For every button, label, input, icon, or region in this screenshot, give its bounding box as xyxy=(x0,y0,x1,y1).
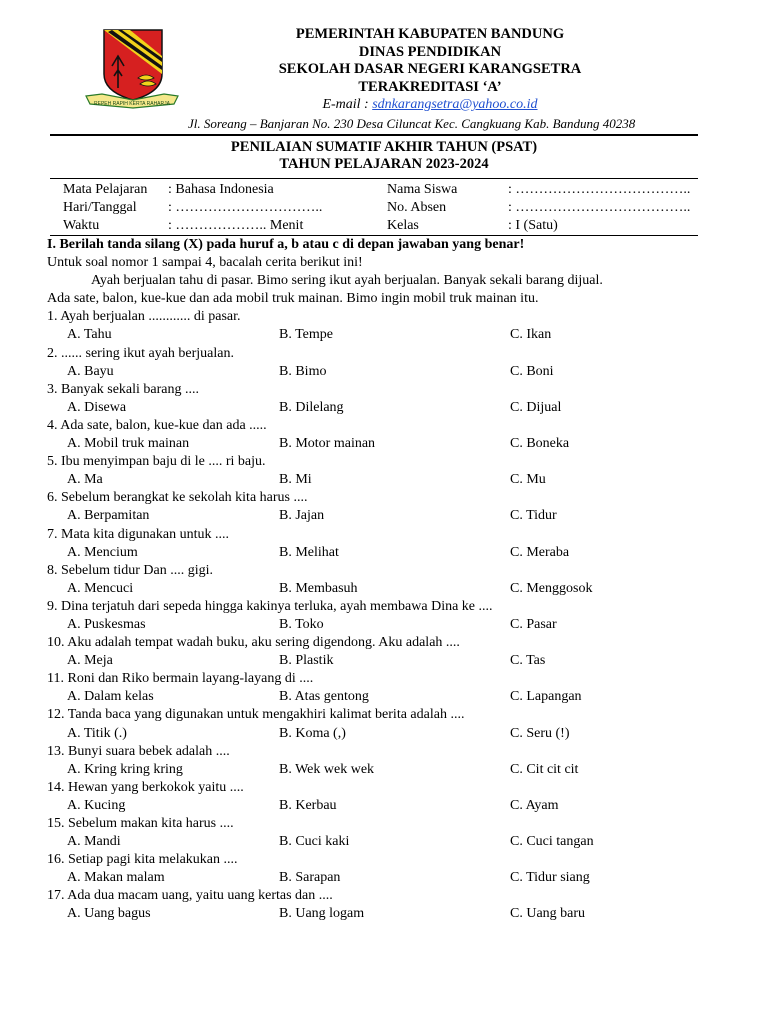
answer-option-a[interactable]: A. Mobil truk mainan xyxy=(67,436,190,452)
answer-options-row xyxy=(47,688,737,706)
question-text: 2. ...... sering ikut ayah berjualan. xyxy=(47,345,235,361)
info-row xyxy=(63,199,703,217)
question-text: 11. Roni dan Riko bermain layang-layang di .... xyxy=(47,671,314,687)
answer-options-row xyxy=(47,471,737,489)
answer-option-b[interactable]: B. Wek wek wek xyxy=(279,761,375,777)
answer-option-b[interactable]: B. Kerbau xyxy=(279,797,337,813)
info-divider-top xyxy=(50,178,698,179)
subject-value: : Bahasa Indonesia xyxy=(168,182,274,197)
answer-options-row xyxy=(47,833,737,851)
email-link[interactable]: sdnkarangsetra@yahoo.co.id xyxy=(372,97,538,112)
question-text: 6. Sebelum berangkat ke sekolah kita harus .... xyxy=(47,490,308,506)
question-text: 8. Sebelum tidur Dan .... gigi. xyxy=(47,562,214,578)
class-label: Kelas xyxy=(387,218,419,233)
bandung-regency-emblem-icon xyxy=(82,26,182,110)
answer-option-a[interactable]: A. Kring kring kring xyxy=(67,761,183,777)
answer-option-a[interactable]: A. Makan malam xyxy=(67,870,165,886)
story-line: Ada sate, balon, kue-kue dan ada mobil truk mainan. Bimo ingin mobil truk mainan itu. xyxy=(47,291,539,307)
question-text: 14. Hewan yang berkokok yaitu .... xyxy=(47,779,244,795)
answer-options-row xyxy=(47,580,737,598)
question-text: 15. Sebelum makan kita harus .... xyxy=(47,816,234,831)
answer-option-c[interactable]: C. Ayam xyxy=(510,797,559,813)
answer-options-row xyxy=(47,616,737,634)
answer-options-row xyxy=(47,544,737,562)
answer-option-b[interactable]: B. Koma (,) xyxy=(279,725,346,741)
header-email xyxy=(190,96,670,114)
answer-option-a[interactable]: A. Ma xyxy=(67,472,103,488)
answer-option-c[interactable]: C. Meraba xyxy=(510,544,570,560)
question-text: 5. Ibu menyimpan baju di le .... ri baju. xyxy=(47,454,266,470)
answer-option-b[interactable]: B. Motor mainan xyxy=(279,436,376,452)
answer-options-row xyxy=(47,507,737,525)
answer-option-c[interactable]: C. Uang baru xyxy=(510,906,586,922)
answer-option-b[interactable]: B. Bimo xyxy=(279,363,327,379)
answer-option-a[interactable]: A. Disewa xyxy=(67,399,127,415)
exam-title-line-2: TAHUN PELAJARAN 2023-2024 xyxy=(279,156,489,172)
answer-option-a[interactable]: A. Mencium xyxy=(67,544,138,560)
answer-option-b[interactable]: B. Melihat xyxy=(279,544,339,560)
question-text: 16. Setiap pagi kita melakukan .... xyxy=(47,852,238,868)
answer-option-a[interactable]: A. Titik (.) xyxy=(67,725,127,741)
answer-option-b[interactable]: B. Toko xyxy=(279,616,324,632)
email-label: E-mail : xyxy=(322,97,373,112)
answer-option-c[interactable]: C. Tidur siang xyxy=(510,870,590,886)
question-text: 13. Bunyi suara bebek adalah .... xyxy=(47,743,230,759)
header-line-government: PEMERINTAH KABUPATEN BANDUNG xyxy=(295,26,565,42)
absence-number-field[interactable]: : ……………………………….. xyxy=(508,200,691,215)
question-text: 7. Mata kita digunakan untuk .... xyxy=(47,526,229,542)
answer-option-c[interactable]: C. Boneka xyxy=(510,436,570,452)
header-line-school: SEKOLAH DASAR NEGERI KARANGSETRA xyxy=(278,61,582,77)
answer-option-b[interactable]: B. Mi xyxy=(279,472,312,488)
answer-options-row xyxy=(47,797,737,815)
answer-option-a[interactable]: A. Uang bagus xyxy=(67,906,151,922)
answer-option-b[interactable]: B. Tempe xyxy=(279,327,333,343)
answer-option-b[interactable]: B. Plastik xyxy=(279,653,334,669)
header-line-accreditation: TERAKREDITASI ‘A’ xyxy=(358,78,502,95)
answer-option-c[interactable]: C. Ikan xyxy=(510,327,552,343)
subject-label: Mata Pelajaran xyxy=(63,182,148,197)
answer-option-c[interactable]: C. Mu xyxy=(510,472,546,488)
question-text: 17. Ada dua macam uang, yaitu uang kertas dan .... xyxy=(47,888,333,904)
time-field[interactable]: : ……………….. Menit xyxy=(168,218,304,233)
school-header xyxy=(190,26,670,114)
answer-option-a[interactable]: A. Puskesmas xyxy=(67,616,146,632)
answer-option-b[interactable]: B. Cuci kaki xyxy=(279,834,350,850)
answer-options-row xyxy=(47,725,737,743)
exam-body xyxy=(47,236,737,924)
answer-option-c[interactable]: C. Lapangan xyxy=(510,689,582,705)
instruction: I. Berilah tanda silang (X) pada huruf a, b atau c di depan jawaban yang benar! xyxy=(47,237,525,252)
header-divider xyxy=(50,134,698,136)
answer-option-a[interactable]: A. Tahu xyxy=(67,327,112,343)
answer-option-b[interactable]: B. Sarapan xyxy=(279,870,341,886)
question-text: 10. Aku adalah tempat wadah buku, aku sering digendong. Aku adalah .... xyxy=(47,635,460,651)
student-info xyxy=(63,181,703,235)
exam-title xyxy=(0,139,768,173)
date-field[interactable]: : ………………………….. xyxy=(168,200,323,215)
answer-option-a[interactable]: A. Kucing xyxy=(67,797,126,813)
answer-option-c[interactable]: C. Dijual xyxy=(510,399,562,415)
answer-option-b[interactable]: B. Jajan xyxy=(279,508,325,524)
student-name-field[interactable]: : ……………………………….. xyxy=(508,182,691,197)
question-text: 1. Ayah berjualan ............ di pasar. xyxy=(47,309,241,325)
date-label: Hari/Tanggal xyxy=(63,200,137,215)
answer-options-row xyxy=(47,905,737,923)
absence-number-label: No. Absen xyxy=(387,200,447,215)
answer-option-b[interactable]: B. Membasuh xyxy=(279,580,358,596)
answer-option-c[interactable]: C. Tidur xyxy=(510,508,557,524)
time-label: Waktu xyxy=(63,218,100,233)
answer-option-a[interactable]: A. Bayu xyxy=(67,363,114,379)
info-row xyxy=(63,181,703,199)
school-address: Jl. Soreang – Banjaran No. 230 Desa Ciluncat Kec. Cangkuang Kab. Bandung 40238 xyxy=(188,116,636,131)
question-text: 4. Ada sate, balon, kue-kue dan ada ..... xyxy=(47,417,267,433)
answer-option-a[interactable]: A. Meja xyxy=(67,653,113,669)
story-line: Ayah berjualan tahu di pasar. Bimo sering ikut ayah berjualan. Banyak sekali barang dijual. xyxy=(91,273,603,289)
answer-option-c[interactable]: C. Cuci tangan xyxy=(510,834,594,850)
answer-option-c[interactable]: C. Pasar xyxy=(510,616,557,632)
answer-option-b[interactable]: B. Dilelang xyxy=(279,399,344,415)
svg-text:REPEH RAPIH KERTA RAHARJA: REPEH RAPIH KERTA RAHARJA xyxy=(94,101,170,107)
answer-option-a[interactable]: A. Mencuci xyxy=(67,580,134,596)
question-text: 3. Banyak sekali barang .... xyxy=(47,381,200,397)
question-text: 9. Dina terjatuh dari sepeda hingga kakinya terluka, ayah membawa Dina ke .... xyxy=(47,598,493,614)
answer-option-c[interactable]: C. Tas xyxy=(510,653,546,669)
answer-options-row xyxy=(47,761,737,779)
answer-option-c[interactable]: C. Menggosok xyxy=(510,580,593,596)
answer-option-c[interactable]: C. Cit cit cit xyxy=(510,761,579,777)
answer-option-a[interactable]: A. Berpamitan xyxy=(67,508,150,524)
info-row xyxy=(63,217,703,235)
answer-option-b[interactable]: B. Atas gentong xyxy=(279,689,369,705)
answer-options-row xyxy=(47,363,737,381)
student-name-label: Nama Siswa xyxy=(387,182,458,197)
answer-options-row xyxy=(47,652,737,670)
answer-option-a[interactable]: A. Dalam kelas xyxy=(67,689,154,705)
answer-option-c[interactable]: C. Seru (!) xyxy=(510,725,570,741)
exam-title-line-1: PENILAIAN SUMATIF AKHIR TAHUN (PSAT) xyxy=(230,139,538,155)
answer-option-a[interactable]: A. Mandi xyxy=(67,834,121,850)
answer-options-row xyxy=(47,435,737,453)
answer-option-b[interactable]: B. Uang logam xyxy=(279,906,365,922)
question-text: 12. Tanda baca yang digunakan untuk mengakhiri kalimat berita adalah .... xyxy=(47,707,465,723)
header-line-department: DINAS PENDIDIKAN xyxy=(358,43,502,60)
answer-option-c[interactable]: C. Boni xyxy=(510,363,554,379)
class-value: : I (Satu) xyxy=(508,218,558,233)
answer-options-row xyxy=(47,399,737,417)
answer-options-row xyxy=(47,326,737,344)
answer-options-row xyxy=(47,869,737,887)
reading-note: Untuk soal nomor 1 sampai 4, bacalah cerita berikut ini! xyxy=(47,255,363,271)
